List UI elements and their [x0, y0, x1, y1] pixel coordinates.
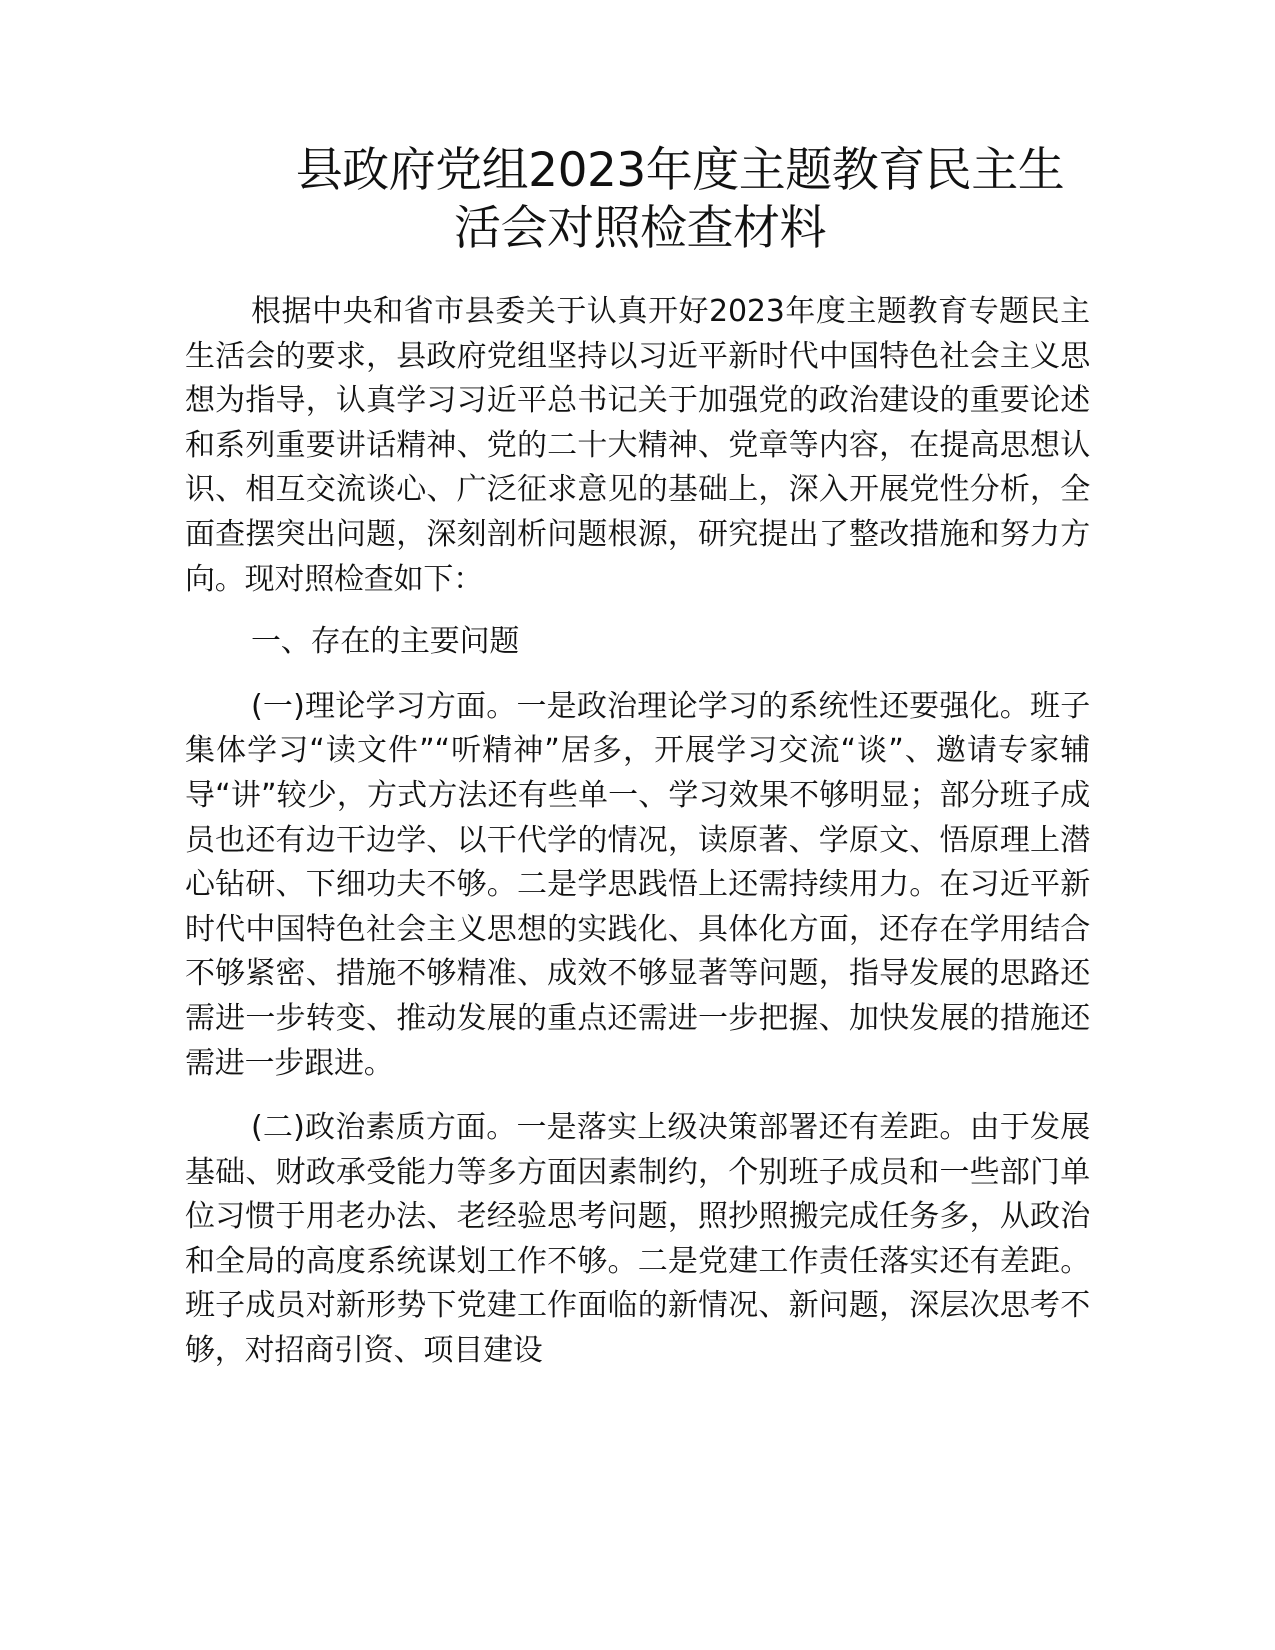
theory-study-paragraph: (一)理论学习方面。一是政治理论学习的系统性还要强化。班子集体学习“读文件”“听精神”居多，开展学习交流“谈”、邀请专家辅导“讲”较少，方式方法还有些单一、学习效果不够明显；部分班子成员也还有边干边学、以干代学的情况，读原著、学原文、悟原理上潜心钻研、下细功夫不够。二是学思践悟上还需持续用力。在习近平新时代中国特色社会主义思想的实践化、具体化方面，还存在学用结合不够紧密、措施不够精准、成效不够显著等问题，指导发展的思路还需进一步转变、推动发展的重点还需进一步把握、加快发展的措施还需进一步跟进。 [185, 688, 1090, 1081]
title-line-2: 活会对照检查材料 [454, 201, 826, 256]
political-quality-paragraph: (二)政治素质方面。一是落实上级决策部署还有差距。由于发展基础、财政承受能力等多方面因素制约，个别班子成员和一些部门单位习惯于用老办法、老经验思考问题，照抄照搬完成任务多，从政治和全局的高度系统谋划工作不够。二是党建工作责任落实还有差距。班子成员对新形势下党建工作面临的新情况、新问题，深层次思考不够，对招商引资、项目建设 [185, 1110, 1090, 1369]
section-heading: 一、存在的主要问题 [251, 624, 520, 660]
document-title [170, 142, 1100, 258]
intro-paragraph: 根据中央和省市县委关于认真开好2023年度主题教育专题民主生活会的要求，县政府党组坚持以习近平新时代中国特色社会主义思想为指导，认真学习习近平总书记关于加强党的政治建设的重要论述和系列重要讲话精神、党的二十大精神、党章等内容，在提高思想认识、相互交流谈心、广泛征求意见的基础上，深入开展党性分析，全面查摆突出问题，深刻剖析问题根源，研究提出了整改措施和努力方向。现对照检查如下： [185, 294, 1090, 597]
document-body [185, 290, 1090, 1374]
title-line-1: 县政府党组2023年度主题教育民主生 [295, 143, 1065, 198]
